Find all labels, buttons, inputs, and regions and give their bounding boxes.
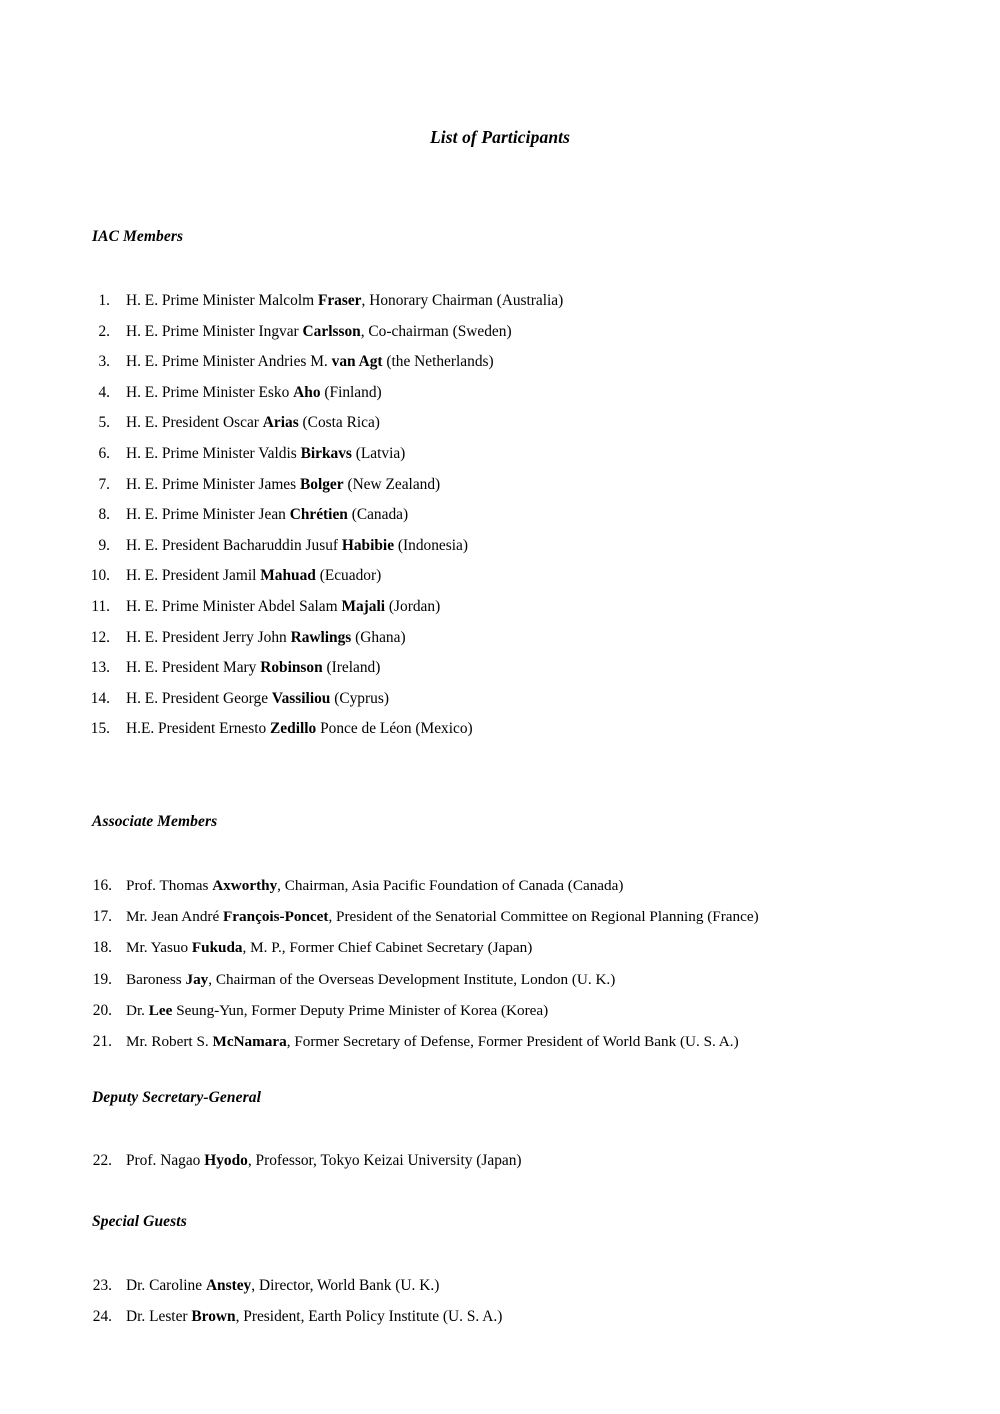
list-item-text: H.E. President Ernesto Zedillo Ponce de Léon (Mexico) bbox=[126, 720, 473, 738]
section-heading-iac-members: IAC Members bbox=[92, 228, 184, 245]
list-item-number: 6. bbox=[98, 444, 110, 462]
list-item-number: 4. bbox=[98, 383, 110, 401]
participant-surname: Chrétien bbox=[289, 506, 348, 524]
list-item-text: H. E. President George Vassiliou (Cyprus) bbox=[126, 689, 389, 707]
list-item-text: Mr. Robert S. McNamara, Former Secretary of Defense, Former President of World Bank (U. S. A.) bbox=[126, 1032, 739, 1050]
section-heading-associate-members: Associate Members bbox=[92, 813, 218, 830]
participant-surname: van Agt bbox=[331, 353, 383, 371]
participant-surname: Rawlings bbox=[290, 628, 352, 646]
list-item-text: Prof. Thomas Axworthy, Chairman, Asia Pacific Foundation of Canada (Canada) bbox=[126, 877, 624, 894]
list-item-text: H. E. President Oscar Arias (Costa Rica) bbox=[126, 414, 380, 432]
participant-surname: Lee bbox=[148, 1001, 173, 1019]
participant-surname: Mahuad bbox=[260, 567, 316, 585]
participant-surname: Hyodo bbox=[204, 1152, 248, 1169]
participant-surname: Majali bbox=[341, 597, 386, 615]
participant-surname: Axworthy bbox=[212, 877, 278, 894]
list-item-text: Mr. Jean André François-Poncet, President of the Senatorial Committee on Regional Planning (France) bbox=[126, 908, 759, 926]
page-title: List of Participants bbox=[429, 127, 571, 147]
list-item bbox=[0, 995, 1000, 1026]
list-item bbox=[0, 901, 1000, 932]
list-item bbox=[0, 870, 1000, 901]
list-item-number: 15. bbox=[90, 720, 110, 738]
list-item-number: 16. bbox=[92, 877, 112, 894]
list-item-number: 23. bbox=[92, 1277, 112, 1294]
list-item bbox=[0, 317, 1000, 348]
list-item-text: H. E. Prime Minister Malcolm Fraser, Honorary Chairman (Australia) bbox=[126, 292, 564, 309]
participant-list-associate-members bbox=[0, 870, 1000, 1057]
list-item bbox=[0, 347, 1000, 378]
participant-surname: Habibie bbox=[341, 536, 395, 554]
list-item-number: 5. bbox=[98, 414, 110, 432]
list-item bbox=[0, 964, 1000, 995]
list-item-number: 8. bbox=[98, 506, 110, 524]
list-item bbox=[0, 531, 1000, 562]
list-item-text: Dr. Caroline Anstey, Director, World Bank (U. K.) bbox=[126, 1277, 440, 1294]
participant-surname: Zedillo bbox=[270, 720, 317, 738]
participant-surname: Vassiliou bbox=[271, 689, 331, 707]
list-item bbox=[0, 714, 1000, 745]
list-item-number: 11. bbox=[91, 597, 110, 615]
list-item-number: 1. bbox=[98, 292, 110, 309]
list-item bbox=[0, 408, 1000, 439]
list-item-number: 10. bbox=[90, 567, 110, 585]
list-item-text: H. E. President Mary Robinson (Ireland) bbox=[126, 659, 381, 677]
list-item bbox=[0, 1026, 1000, 1057]
list-item-number: 2. bbox=[98, 322, 110, 340]
participant-surname: Jay bbox=[185, 970, 209, 988]
list-item-number: 21. bbox=[92, 1032, 112, 1050]
participant-surname: Fraser bbox=[317, 292, 362, 309]
list-item-number: 13. bbox=[90, 659, 110, 677]
participant-surname: Brown bbox=[191, 1308, 236, 1325]
list-item-number: 22. bbox=[92, 1152, 112, 1169]
participant-surname: François-Poncet bbox=[223, 908, 329, 926]
participant-surname: Bolger bbox=[299, 475, 344, 493]
list-item bbox=[0, 684, 1000, 715]
list-item-text: H. E. Prime Minister Ingvar Carlsson, Co-chairman (Sweden) bbox=[126, 322, 512, 340]
list-item-text: Dr. Lester Brown, President, Earth Policy Institute (U. S. A.) bbox=[126, 1308, 503, 1325]
participant-surname: Carlsson bbox=[302, 322, 361, 340]
list-item bbox=[0, 623, 1000, 654]
list-item bbox=[0, 286, 1000, 317]
list-item-number: 3. bbox=[98, 353, 110, 371]
list-item bbox=[0, 932, 1000, 963]
section-heading-special-guests: Special Guests bbox=[92, 1213, 187, 1230]
list-item-text: H. E. Prime Minister Abdel Salam Majali (Jordan) bbox=[126, 597, 441, 615]
list-item-text: H. E. Prime Minister Valdis Birkavs (Latvia) bbox=[126, 444, 406, 462]
list-item bbox=[0, 653, 1000, 684]
list-item bbox=[0, 1301, 1000, 1332]
list-item-text: H. E. Prime Minister Andries M. van Agt (the Netherlands) bbox=[126, 353, 494, 371]
list-item bbox=[0, 1270, 1000, 1301]
participant-surname: Arias bbox=[262, 414, 299, 432]
list-item-number: 12. bbox=[90, 628, 110, 646]
list-item bbox=[0, 470, 1000, 501]
participant-surname: Birkavs bbox=[300, 444, 352, 462]
list-item bbox=[0, 378, 1000, 409]
list-item-number: 7. bbox=[98, 475, 110, 493]
list-item-text: H. E. President Jerry John Rawlings (Ghana) bbox=[126, 628, 406, 646]
list-item-text: H. E. President Bacharuddin Jusuf Habibie (Indonesia) bbox=[126, 536, 468, 554]
list-item-text: H. E. Prime Minister James Bolger (New Zealand) bbox=[126, 475, 441, 493]
list-item-number: 9. bbox=[98, 536, 110, 554]
participant-surname: McNamara bbox=[212, 1032, 287, 1050]
list-item bbox=[0, 1146, 1000, 1177]
list-item-text: Prof. Nagao Hyodo, Professor, Tokyo Keizai University (Japan) bbox=[126, 1152, 522, 1169]
list-item-number: 19. bbox=[92, 970, 112, 988]
participant-list-iac-members bbox=[0, 286, 1000, 745]
list-item bbox=[0, 592, 1000, 623]
list-item bbox=[0, 561, 1000, 592]
participant-surname: Fukuda bbox=[191, 939, 243, 957]
participant-surname: Aho bbox=[293, 383, 321, 401]
participant-list-deputy-secretary-general bbox=[0, 1146, 1000, 1177]
participant-list-special-guests bbox=[0, 1270, 1000, 1332]
list-item bbox=[0, 439, 1000, 470]
list-item-number: 20. bbox=[92, 1001, 112, 1019]
list-item-text: H. E. Prime Minister Esko Aho (Finland) bbox=[126, 383, 382, 401]
participant-surname: Robinson bbox=[260, 659, 323, 677]
list-item bbox=[0, 500, 1000, 531]
list-item-text: H. E. Prime Minister Jean Chrétien (Canada) bbox=[126, 506, 409, 524]
list-item-text: Baroness Jay, Chairman of the Overseas Development Institute, London (U. K.) bbox=[126, 970, 616, 988]
list-item-number: 18. bbox=[92, 939, 112, 957]
list-item-text: H. E. President Jamil Mahuad (Ecuador) bbox=[126, 567, 382, 585]
section-heading-deputy-secretary-general: Deputy Secretary-General bbox=[92, 1089, 261, 1106]
list-item-text: Dr. Lee Seung-Yun, Former Deputy Prime Minister of Korea (Korea) bbox=[126, 1001, 549, 1019]
list-item-number: 17. bbox=[92, 908, 112, 926]
list-item-number: 14. bbox=[90, 689, 110, 707]
participant-surname: Anstey bbox=[205, 1277, 252, 1294]
list-item-number: 24. bbox=[92, 1308, 112, 1325]
list-item-text: Mr. Yasuo Fukuda, M. P., Former Chief Cabinet Secretary (Japan) bbox=[126, 939, 533, 957]
